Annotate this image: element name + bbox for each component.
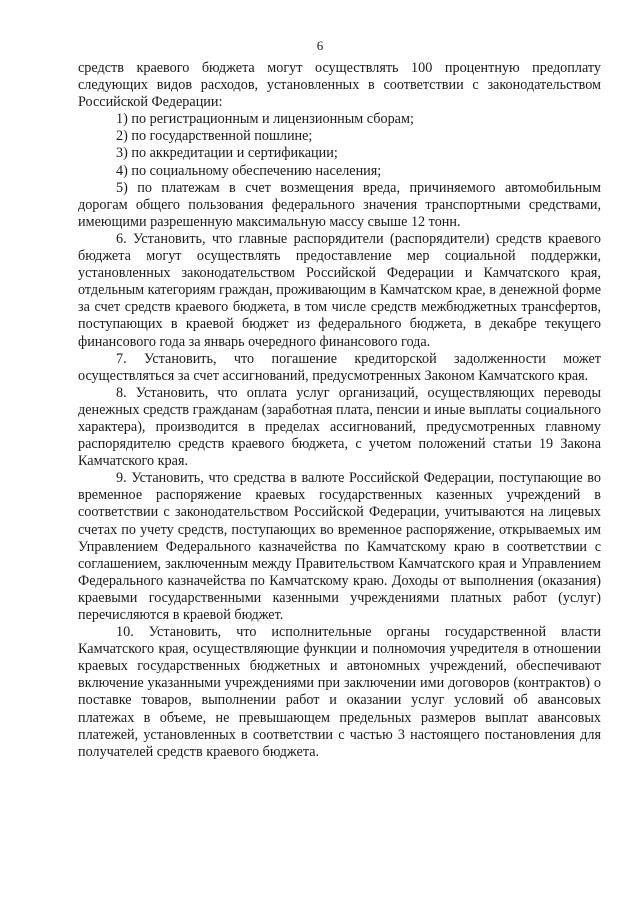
document-body xyxy=(78,60,601,761)
paragraph-6: 6. Установить, что главные распорядители (распорядители) средств краевого бюджета могут осуществлять предоставление мер социальной поддержки, установленных законодательством Российской Федерации и Камчатского края, отдельным категориям граждан, проживающим в Камчатском крае, в денежной форме за счет средств краевого бюджета, в том числе средств межбюджетных трансфертов, поступающих в краевой бюджет из федерального бюджета, в декабре текущего финансового года за январь очередного финансового года. xyxy=(78,230,601,350)
list-item-registration-fees: 1) по регистрационным и лицензионным сборам; xyxy=(116,111,414,128)
paragraph-continuation: средств краевого бюджета могут осуществлять 100 процентную предоплату следующих видов расходов, установленных в соответствии с законодательством Российской Федерации: xyxy=(78,60,601,111)
paragraph-7: 7. Установить, что погашение кредиторской задолженности может осуществляться за счет ассигнований, предусмотренных Законом Камчатского края. xyxy=(78,350,601,384)
paragraph-10: 10. Установить, что исполнительные органы государственной власти Камчатского края, осуществляющие функции и полномочия учредителя в отношении краевых государственных бюджетных и автономных учреждений, обеспечивают включение указанными учреждениями при заключении ими договоров (контрактов) о поставке товаров, выполнении работ и оказании услуг условий об авансовых платежах в объеме, не превышающем предельных размеров выплат авансовых платежей, установленных в соответствии с частью 3 настоящего постановления для получателей средств краевого бюджета. xyxy=(78,624,601,760)
list-item-social-security: 4) по социальному обеспечению населения; xyxy=(116,162,382,179)
paragraph-9: 9. Установить, что средства в валюте Российской Федерации, поступающие во временное распоряжение краевых государственных казенных учреждений в соответствии с законодательством Российской Федерации, учитываются на лицевых счетах по учету средств, поступающих во временное распоряжение, открываемых им Управлением Федерального казначейства по Камчатскому краю в соответствии с соглашением, заключенным между Правительством Камчатского края и Управлением Федерального казначейства по Камчатскому краю. Доходы от выполнения (оказания) краевыми государственными казенными учреждениями платных работ (услуг) перечисляются в краевой бюджет. xyxy=(78,470,601,623)
list-item-state-duty: 2) по государственной пошлине; xyxy=(116,128,313,145)
paragraph-8: 8. Установить, что оплата услуг организаций, осуществляющих переводы денежных средств гражданам (заработная плата, пенсии и иные выплаты социального характера), производится в пределах ассигнований, предусмотренных главному распорядителю средств краевого бюджета, с учетом положений статьи 19 Закона Камчатского края. xyxy=(78,384,601,470)
list-item-accreditation: 3) по аккредитации и сертификации; xyxy=(116,145,338,162)
list-item-road-damage: 5) по платежам в счет возмещения вреда, причиняемого автомобильным дорогам общего пользования федерального значения транспортными средствами, имеющими разрешенную максимальную массу свыше 12 тонн. xyxy=(78,179,601,230)
page-number: 6 xyxy=(316,38,324,53)
